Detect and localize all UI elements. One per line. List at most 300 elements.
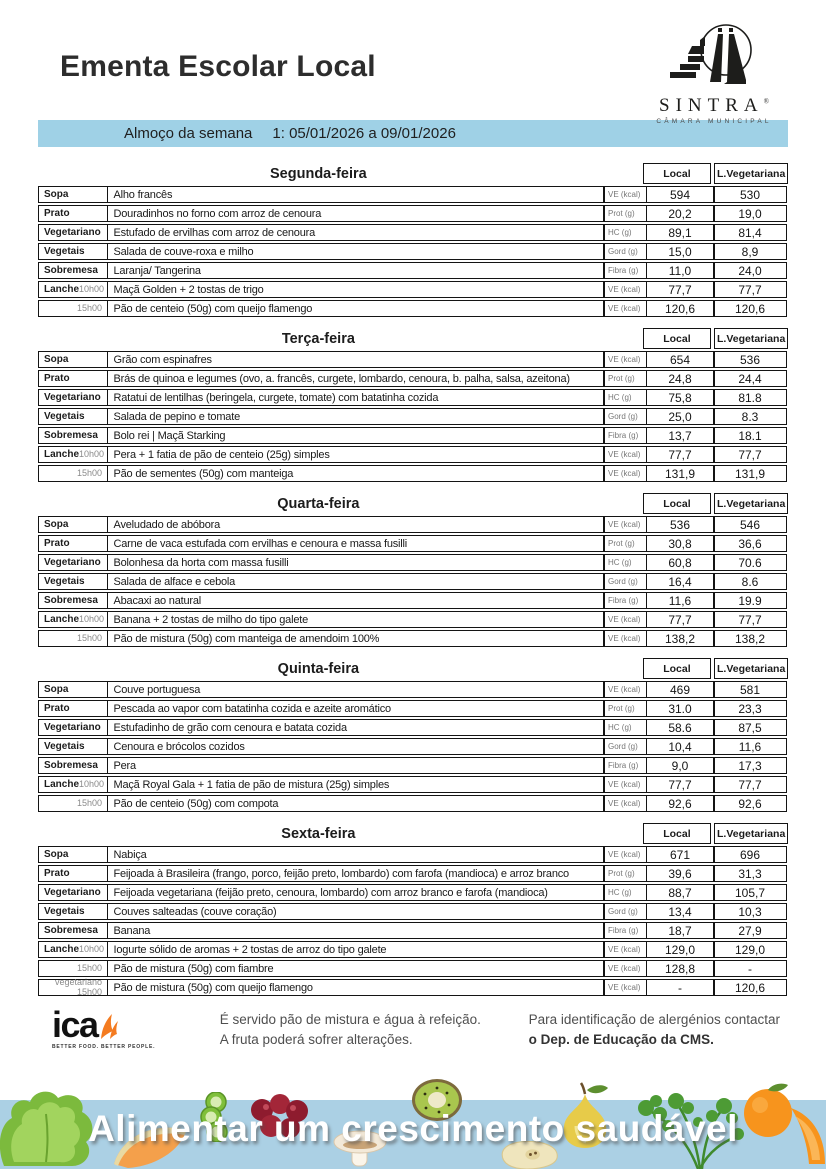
vegetarian-value: 18.1	[713, 427, 787, 444]
nutrient-label: Gord (g)	[603, 903, 647, 920]
menu-row	[38, 205, 788, 222]
day-header	[38, 328, 788, 349]
serving-note-line2: A fruta poderá sofrer alterações.	[219, 1031, 413, 1047]
category-label: Vegetais	[44, 576, 85, 587]
local-value: 13,4	[646, 903, 715, 920]
row-category-cell	[38, 630, 108, 647]
row-category-cell	[38, 516, 108, 533]
menu-row	[38, 979, 788, 996]
day-rows	[38, 186, 788, 317]
nutrient-label: Fibra (g)	[603, 922, 647, 939]
row-category-cell	[38, 700, 108, 717]
allergy-note-line1: Para identificação de alergénios contactar	[528, 1012, 780, 1027]
header-spacer	[599, 493, 643, 514]
dish-description: Salada de pepino e tomate	[107, 408, 605, 425]
day-table	[38, 493, 788, 647]
category-label: Vegetariano	[44, 557, 101, 568]
menu-row	[38, 922, 788, 939]
serving-note	[220, 1010, 481, 1049]
vegetarian-value: 10,3	[713, 903, 787, 920]
nutrient-label: Prot (g)	[603, 205, 647, 222]
vegetarian-value: 77,7	[713, 611, 787, 628]
nutrient-label: VE (kcal)	[603, 351, 647, 368]
row-category-cell	[38, 884, 108, 901]
menu-row	[38, 795, 788, 812]
ica-flame-icon	[98, 1011, 120, 1041]
category-label: Prato	[44, 868, 70, 879]
category-label: Prato	[44, 538, 70, 549]
category-label: Prato	[44, 373, 70, 384]
menu-row	[38, 243, 788, 260]
day-title: Sexta-feira	[281, 826, 356, 842]
menu-row	[38, 719, 788, 736]
nutrient-label: VE (kcal)	[603, 300, 647, 317]
column-header-vegetarian: L.Vegetariana	[714, 493, 788, 514]
menu-row	[38, 681, 788, 698]
menu-row	[38, 903, 788, 920]
column-header-local: Local	[643, 328, 712, 349]
category-time-label: 10h00	[79, 283, 105, 294]
column-header-vegetarian: L.Vegetariana	[714, 163, 788, 184]
dish-description: Pescada ao vapor com batatinha cozida e azeite aromático	[107, 700, 605, 717]
header-spacer	[599, 163, 643, 184]
category-time-label: 15h00	[76, 467, 102, 478]
dish-description: Pão de mistura (50g) com queijo flamengo	[107, 979, 605, 996]
sintra-logo-subtitle: CÂMARA MUNICIPAL	[656, 118, 772, 125]
nutrient-label: VE (kcal)	[603, 795, 647, 812]
sintra-logo	[646, 22, 782, 125]
dish-description: Aveludado de abóbora	[107, 516, 605, 533]
category-label: Sobremesa	[44, 925, 98, 936]
local-value: 77,7	[646, 611, 715, 628]
vegetarian-value: 77,7	[713, 281, 787, 298]
dish-description: Carne de vaca estufada com ervilhas e cenoura e massa fusilli	[107, 535, 605, 552]
local-value: 39,6	[646, 865, 715, 882]
category-label: Lanche	[44, 779, 80, 790]
category-label: Lanche	[44, 284, 80, 295]
local-value: 138,2	[646, 630, 715, 647]
local-value: 58.6	[646, 719, 715, 736]
day-title: Terça-feira	[281, 331, 355, 347]
row-category-cell	[38, 408, 108, 425]
column-header-vegetarian: L.Vegetariana	[714, 823, 788, 844]
dish-description: Feijoada à Brasileira (frango, porco, feijão preto, lombardo) com farofa (mandioca) e arroz branco	[107, 865, 605, 882]
nutrient-label: VE (kcal)	[603, 846, 647, 863]
local-value: 131,9	[646, 465, 715, 482]
dish-description: Pão de centeio (50g) com compota	[107, 795, 605, 812]
ica-logo-text: ica	[52, 1004, 98, 1045]
vegetarian-value: 105,7	[713, 884, 787, 901]
dish-description: Bolo rei | Maçã Starking	[107, 427, 605, 444]
day-table	[38, 823, 788, 996]
vegetarian-value: 536	[713, 351, 787, 368]
vegetarian-value: 129,0	[713, 941, 787, 958]
menu-row	[38, 757, 788, 774]
local-value: 16,4	[646, 573, 715, 590]
dish-description: Alho francês	[107, 186, 605, 203]
category-label: Lanche	[44, 944, 80, 955]
nutrient-label: Gord (g)	[603, 738, 647, 755]
week-banner-label: Almoço da semana	[124, 125, 253, 142]
local-value: 92,6	[646, 795, 715, 812]
dish-description: Pão de mistura (50g) com fiambre	[107, 960, 605, 977]
category-time-label: 10h00	[79, 943, 105, 954]
category-label: Vegetariano	[44, 227, 101, 238]
row-category-cell	[38, 903, 108, 920]
category-label: Vegetariano	[44, 392, 101, 403]
nutrient-label: HC (g)	[603, 884, 647, 901]
allergy-note	[529, 1010, 780, 1049]
row-category-cell	[38, 351, 108, 368]
dish-description: Bolonhesa da horta com massa fusilli	[107, 554, 605, 571]
row-category-cell	[38, 922, 108, 939]
allergy-note-line2: o Dep. de Educação da CMS.	[528, 1031, 714, 1047]
menu-row	[38, 592, 788, 609]
category-time-label: 15h00	[76, 632, 102, 643]
day-table	[38, 658, 788, 812]
footer	[52, 1004, 780, 1050]
category-label: Vegetais	[44, 411, 85, 422]
nutrient-label: VE (kcal)	[603, 776, 647, 793]
vegetarian-value: 23,3	[713, 700, 787, 717]
ica-logo	[52, 1004, 202, 1050]
row-category-cell	[38, 757, 108, 774]
row-category-cell	[38, 243, 108, 260]
local-value: 120,6	[646, 300, 715, 317]
menu-row	[38, 941, 788, 958]
category-time-label: 15h00	[76, 962, 102, 973]
row-category-cell	[38, 681, 108, 698]
dish-description: Nabiça	[107, 846, 605, 863]
category-label: Vegetariano	[44, 887, 101, 898]
vegetarian-value: 581	[713, 681, 787, 698]
row-category-cell	[38, 224, 108, 241]
day-table	[38, 328, 788, 482]
category-label: Sobremesa	[44, 760, 98, 771]
menu-row	[38, 262, 788, 279]
vegetarian-value: -	[713, 960, 787, 977]
day-rows	[38, 846, 788, 996]
row-category-cell	[38, 795, 108, 812]
row-category-cell	[38, 205, 108, 222]
local-value: 88,7	[646, 884, 715, 901]
vegetarian-value: 8,9	[713, 243, 787, 260]
menu-row	[38, 351, 788, 368]
week-range: 1: 05/01/2026 a 09/01/2026	[272, 125, 456, 142]
menu-row	[38, 516, 788, 533]
vegetarian-value: 81,4	[713, 224, 787, 241]
local-value: 18,7	[646, 922, 715, 939]
menu-row	[38, 865, 788, 882]
vegetarian-value: 77,7	[713, 446, 787, 463]
local-value: 20,2	[646, 205, 715, 222]
category-label: Prato	[44, 208, 70, 219]
vegetarian-value: 530	[713, 186, 787, 203]
vegetarian-value: 138,2	[713, 630, 787, 647]
local-value: 25,0	[646, 408, 715, 425]
category-label: Sobremesa	[44, 265, 98, 276]
dish-description: Pera	[107, 757, 605, 774]
local-value: 594	[646, 186, 715, 203]
menu-row	[38, 370, 788, 387]
menu-row	[38, 573, 788, 590]
dish-description: Feijoada vegetariana (feijão preto, cenoura, lombardo) com arroz branco e farofa (mandioca)	[107, 884, 605, 901]
row-category-cell	[38, 300, 108, 317]
vegetarian-value: 131,9	[713, 465, 787, 482]
column-header-local: Local	[643, 493, 712, 514]
row-category-cell	[38, 719, 108, 736]
day-rows	[38, 681, 788, 812]
vegetarian-value: 120,6	[713, 300, 787, 317]
category-label: Vegetais	[44, 246, 85, 257]
vegetarian-value: 70.6	[713, 554, 787, 571]
nutrient-label: Prot (g)	[603, 370, 647, 387]
vegetarian-value: 11,6	[713, 738, 787, 755]
menu-row	[38, 960, 788, 977]
nutrient-label: Gord (g)	[603, 243, 647, 260]
nutrient-label: VE (kcal)	[603, 630, 647, 647]
local-value: 77,7	[646, 281, 715, 298]
vegetarian-value: 120,6	[713, 979, 787, 996]
dish-description: Salada de couve-roxa e milho	[107, 243, 605, 260]
row-category-cell	[38, 186, 108, 203]
day-title: Quinta-feira	[277, 661, 360, 677]
dish-description: Estufadinho de grão com cenoura e batata cozida	[107, 719, 605, 736]
dish-description: Pão de centeio (50g) com queijo flamengo	[107, 300, 605, 317]
dish-description: Pão de mistura (50g) com manteiga de amendoim 100%	[107, 630, 605, 647]
vegetarian-value: 36,6	[713, 535, 787, 552]
row-category-cell	[38, 573, 108, 590]
dish-description: Laranja/ Tangerina	[107, 262, 605, 279]
local-value: 11,0	[646, 262, 715, 279]
local-value: 13,7	[646, 427, 715, 444]
menu-row	[38, 224, 788, 241]
row-category-cell	[38, 554, 108, 571]
menu-row	[38, 427, 788, 444]
row-category-cell	[38, 446, 108, 463]
column-header-vegetarian: L.Vegetariana	[714, 658, 788, 679]
vegetarian-value: 24,0	[713, 262, 787, 279]
day-header	[38, 823, 788, 844]
vegetarian-value: 92,6	[713, 795, 787, 812]
header-spacer	[599, 658, 643, 679]
dish-description: Brás de quinoa e legumes (ovo, a. francês, curgete, lombardo, cenoura, b. palha, salsa, azeitona)	[107, 370, 605, 387]
menu-row	[38, 446, 788, 463]
category-label: Vegetariano	[44, 722, 101, 733]
day-tables	[38, 163, 788, 996]
day-title: Quarta-feira	[277, 496, 360, 512]
header-spacer	[599, 328, 643, 349]
dish-description: Salada de alface e cebola	[107, 573, 605, 590]
day-header	[38, 163, 788, 184]
dish-description: Maçã Royal Gala + 1 fatia de pão de mistura (25g) simples	[107, 776, 605, 793]
local-value: 89,1	[646, 224, 715, 241]
row-category-cell	[38, 738, 108, 755]
dish-description: Cenoura e brócolos cozidos	[107, 738, 605, 755]
category-label: Sopa	[44, 684, 69, 695]
dish-description: Banana + 2 tostas de milho do tipo galete	[107, 611, 605, 628]
bottom-banner-text: Alimentar um crescimento saudável	[88, 1108, 738, 1149]
dish-description: Douradinhos no forno com arroz de cenoura	[107, 205, 605, 222]
row-category-cell	[38, 846, 108, 863]
local-value: 77,7	[646, 446, 715, 463]
nutrient-label: Fibra (g)	[603, 757, 647, 774]
category-label: Sobremesa	[44, 595, 98, 606]
vegetarian-value: 77,7	[713, 776, 787, 793]
local-value: 30,8	[646, 535, 715, 552]
dish-description: Banana	[107, 922, 605, 939]
dish-description: Pão de sementes (50g) com manteiga	[107, 465, 605, 482]
menu-row	[38, 389, 788, 406]
row-category-cell	[38, 592, 108, 609]
nutrient-label: VE (kcal)	[603, 960, 647, 977]
category-time-label: 15h00	[76, 302, 102, 313]
row-category-cell	[38, 865, 108, 882]
menu-row	[38, 300, 788, 317]
registered-mark: ®	[763, 97, 769, 106]
vegetarian-value: 31,3	[713, 865, 787, 882]
category-label: Vegetais	[44, 741, 85, 752]
nutrient-label: VE (kcal)	[603, 516, 647, 533]
category-label: Prato	[44, 703, 70, 714]
menu-row	[38, 611, 788, 628]
category-label: Sopa	[44, 519, 69, 530]
dish-description: Estufado de ervilhas com arroz de cenoura	[107, 224, 605, 241]
category-label: Sopa	[44, 189, 69, 200]
row-category-cell	[38, 389, 108, 406]
menu-row	[38, 776, 788, 793]
vegetarian-value: 696	[713, 846, 787, 863]
day-rows	[38, 516, 788, 647]
menu-row	[38, 408, 788, 425]
category-time-label: 10h00	[79, 778, 105, 789]
category-label: Lanche	[44, 449, 80, 460]
vegetarian-value: 81.8	[713, 389, 787, 406]
nutrient-label: HC (g)	[603, 554, 647, 571]
menu-row	[38, 281, 788, 298]
menu-row	[38, 535, 788, 552]
menu-row	[38, 846, 788, 863]
page-title: Ementa Escolar Local	[60, 50, 376, 83]
day-table	[38, 163, 788, 317]
nutrient-label: HC (g)	[603, 719, 647, 736]
menu-row	[38, 554, 788, 571]
local-value: 654	[646, 351, 715, 368]
serving-note-line1: É servido pão de mistura e água à refeição.	[219, 1012, 481, 1027]
day-rows	[38, 351, 788, 482]
category-time-label: vegetariano 15h00	[54, 977, 102, 997]
menu-row	[38, 738, 788, 755]
row-category-cell	[38, 465, 108, 482]
nutrient-label: HC (g)	[603, 389, 647, 406]
category-time-label: 10h00	[79, 613, 105, 624]
vegetarian-value: 19,0	[713, 205, 787, 222]
nutrient-label: VE (kcal)	[603, 941, 647, 958]
sintra-logo-name: SINTRA®	[659, 95, 769, 116]
row-category-cell	[38, 960, 108, 977]
dish-description: Ratatui de lentilhas (beringela, curgete, tomate) com batatinha cozida	[107, 389, 605, 406]
row-category-cell	[38, 535, 108, 552]
menu-row	[38, 700, 788, 717]
dish-description: Iogurte sólido de aromas + 2 tostas de arroz do tipo galete	[107, 941, 605, 958]
day-header	[38, 493, 788, 514]
local-value: 10,4	[646, 738, 715, 755]
local-value: 24,8	[646, 370, 715, 387]
vegetarian-value: 8.3	[713, 408, 787, 425]
nutrient-label: VE (kcal)	[603, 611, 647, 628]
header-spacer	[599, 823, 643, 844]
vegetarian-value: 546	[713, 516, 787, 533]
vegetarian-value: 8.6	[713, 573, 787, 590]
day-title: Segunda-feira	[270, 166, 367, 182]
bottom-banner	[0, 1100, 826, 1169]
local-value: 536	[646, 516, 715, 533]
row-category-cell	[38, 776, 108, 793]
nutrient-label: VE (kcal)	[603, 979, 647, 996]
nutrient-label: VE (kcal)	[603, 281, 647, 298]
category-label: Vegetais	[44, 906, 85, 917]
dish-description: Couve portuguesa	[107, 681, 605, 698]
dish-description: Couves salteadas (couve coração)	[107, 903, 605, 920]
vegetarian-value: 27,9	[713, 922, 787, 939]
category-label: Sobremesa	[44, 430, 98, 441]
dish-description: Grão com espinafres	[107, 351, 605, 368]
local-value: 31.0	[646, 700, 715, 717]
row-category-cell	[38, 281, 108, 298]
category-label: Sopa	[44, 354, 69, 365]
nutrient-label: Fibra (g)	[603, 592, 647, 609]
nutrient-label: Gord (g)	[603, 573, 647, 590]
row-category-cell	[38, 611, 108, 628]
row-category-cell	[38, 941, 108, 958]
vegetarian-value: 17,3	[713, 757, 787, 774]
nutrient-label: Gord (g)	[603, 408, 647, 425]
nutrient-label: Prot (g)	[603, 535, 647, 552]
vegetarian-value: 24,4	[713, 370, 787, 387]
menu-row	[38, 465, 788, 482]
dish-description: Abacaxi ao natural	[107, 592, 605, 609]
nutrient-label: Prot (g)	[603, 865, 647, 882]
category-time-label: 15h00	[76, 797, 102, 808]
nutrient-label: Prot (g)	[603, 700, 647, 717]
category-label: Sopa	[44, 849, 69, 860]
dish-description: Pera + 1 fatia de pão de centeio (25g) simples	[107, 446, 605, 463]
row-category-cell	[38, 979, 108, 996]
local-value: 15,0	[646, 243, 715, 260]
nutrient-label: VE (kcal)	[603, 446, 647, 463]
vegetarian-value: 19.9	[713, 592, 787, 609]
dish-description: Maçã Golden + 2 tostas de trigo	[107, 281, 605, 298]
ica-tagline: BETTER FOOD. BETTER PEOPLE.	[52, 1043, 156, 1050]
local-value: 75,8	[646, 389, 715, 406]
local-value: 671	[646, 846, 715, 863]
sintra-castle-icon	[658, 22, 770, 88]
local-value: 469	[646, 681, 715, 698]
column-header-local: Local	[643, 163, 712, 184]
menu-row	[38, 630, 788, 647]
nutrient-label: Fibra (g)	[603, 427, 647, 444]
vegetarian-value: 87,5	[713, 719, 787, 736]
column-header-local: Local	[643, 823, 712, 844]
local-value: -	[646, 979, 715, 996]
row-category-cell	[38, 427, 108, 444]
local-value: 77,7	[646, 776, 715, 793]
nutrient-label: VE (kcal)	[603, 186, 647, 203]
nutrient-label: HC (g)	[603, 224, 647, 241]
local-value: 128,8	[646, 960, 715, 977]
nutrient-label: VE (kcal)	[603, 465, 647, 482]
menu-row	[38, 884, 788, 901]
